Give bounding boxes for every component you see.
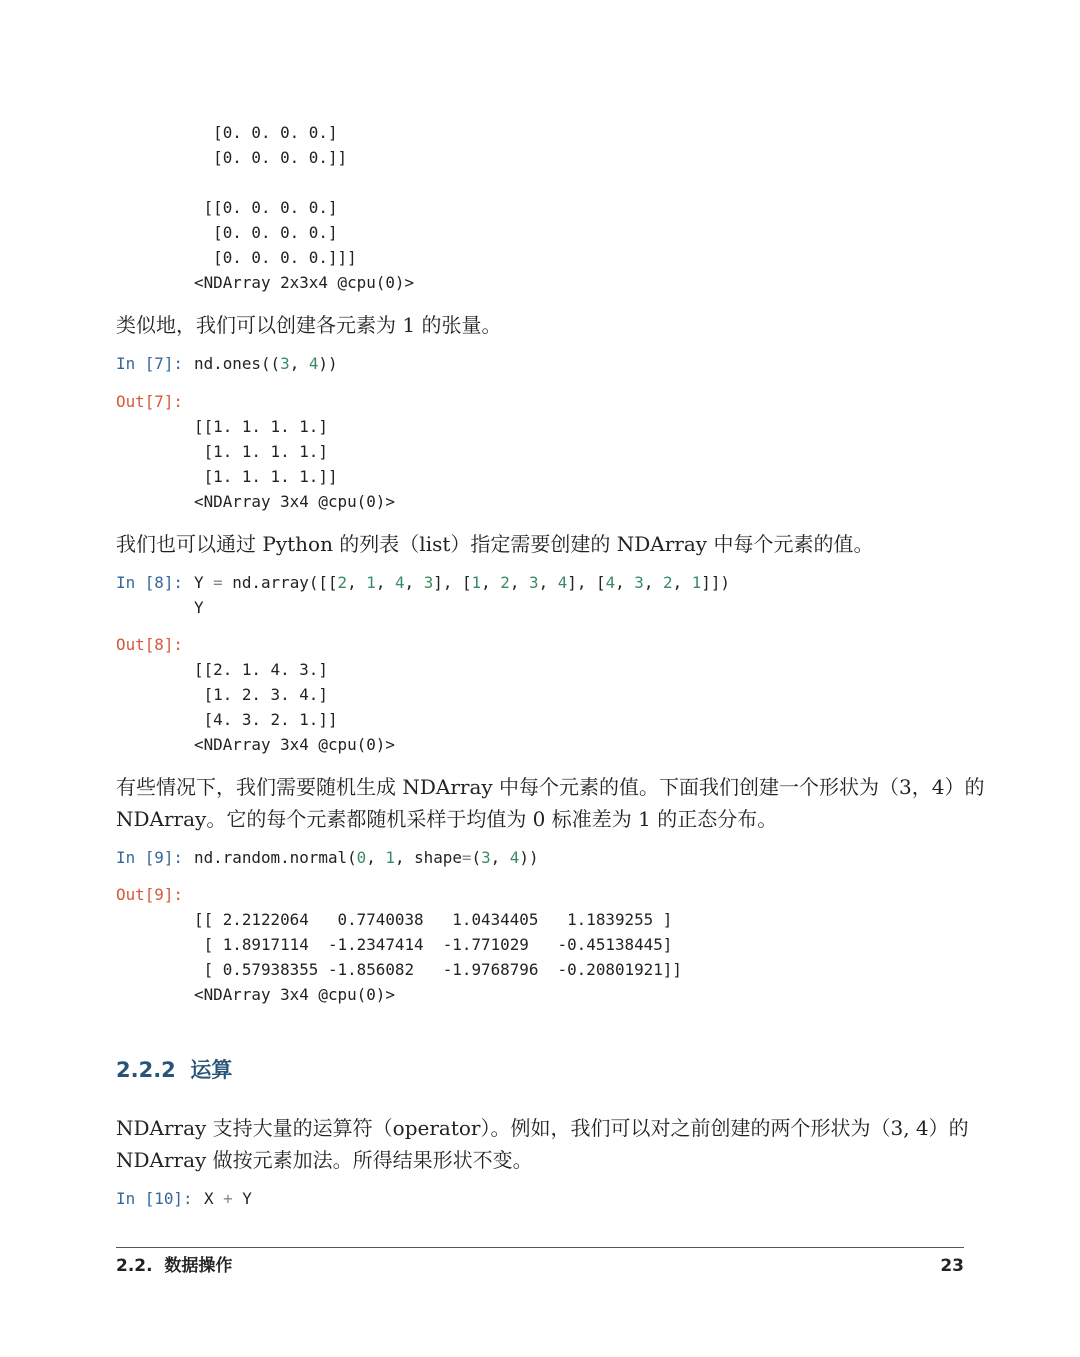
output-line: <NDArray 3x4 @cpu(0)> — [194, 985, 395, 1004]
output-line: [0. 0. 0. 0.]]] — [194, 248, 357, 267]
in-prompt: In [10]: — [116, 1189, 193, 1208]
code-input: nd.random.normal(0, 1, shape=(3, 4)) — [194, 848, 539, 867]
code-input: Y = nd.array([[2, 1, 4, 3], [1, 2, 3, 4], [4, 3, 2, 1]]) — [194, 573, 730, 592]
paragraph: 我们也可以通过 Python 的列表（list）指定需要创建的 NDArray 中每个元素的值。 — [116, 532, 874, 556]
output-line: <NDArray 2x3x4 @cpu(0)> — [194, 273, 415, 292]
output-line: [0. 0. 0. 0.] — [194, 123, 338, 142]
output-line: [1. 1. 1. 1.] — [194, 442, 328, 461]
output-line: <NDArray 3x4 @cpu(0)> — [194, 492, 395, 511]
footer-divider — [116, 1247, 964, 1248]
paragraph: 有些情况下，我们需要随机生成 NDArray 中每个元素的值。下面我们创建一个形状为（3，4）的 — [116, 775, 985, 799]
out-prompt: Out[8]: — [116, 635, 183, 654]
out-prompt: Out[7]: — [116, 392, 183, 411]
out-prompt: Out[9]: — [116, 885, 183, 904]
code-input: Y — [194, 598, 204, 617]
output-line: [[1. 1. 1. 1.] — [194, 417, 328, 436]
paragraph: NDArray。它的每个元素都随机采样于均值为 0 标准差为 1 的正态分布。 — [116, 807, 778, 831]
footer-section-title: 2.2. 数据操作 — [116, 1256, 233, 1276]
paragraph: NDArray 做按元素加法。所得结果形状不变。 — [116, 1148, 533, 1172]
output-line: [[0. 0. 0. 0.] — [194, 198, 338, 217]
output-line: [ 1.8917114 -1.2347414 -1.771029 -0.45138445] — [194, 935, 673, 954]
output-line: [4. 3. 2. 1.]] — [194, 710, 338, 729]
output-line: [0. 0. 0. 0.] — [194, 223, 338, 242]
paragraph: 类似地，我们可以创建各元素为 1 的张量。 — [116, 313, 502, 337]
output-line: <NDArray 3x4 @cpu(0)> — [194, 735, 395, 754]
section-heading: 2.2.2 运算 — [116, 1058, 233, 1082]
in-prompt: In [7]: — [116, 354, 183, 373]
output-line: [0. 0. 0. 0.]] — [194, 148, 348, 167]
page-number: 23 — [940, 1256, 964, 1276]
paragraph: NDArray 支持大量的运算符（operator）。例如，我们可以对之前创建的两个形状为（3, 4）的 — [116, 1116, 969, 1140]
in-prompt: In [8]: — [116, 573, 183, 592]
output-line: [[ 2.2122064 0.7740038 1.0434405 1.1839255 ] — [194, 910, 673, 929]
output-line: [1. 2. 3. 4.] — [194, 685, 328, 704]
output-line: [ 0.57938355 -1.856082 -1.9768796 -0.20801921]] — [194, 960, 682, 979]
code-input: X + Y — [204, 1189, 252, 1208]
in-prompt: In [9]: — [116, 848, 183, 867]
output-line: [[2. 1. 4. 3.] — [194, 660, 328, 679]
output-line: [1. 1. 1. 1.]] — [194, 467, 338, 486]
code-input: nd.ones((3, 4)) — [194, 354, 338, 373]
